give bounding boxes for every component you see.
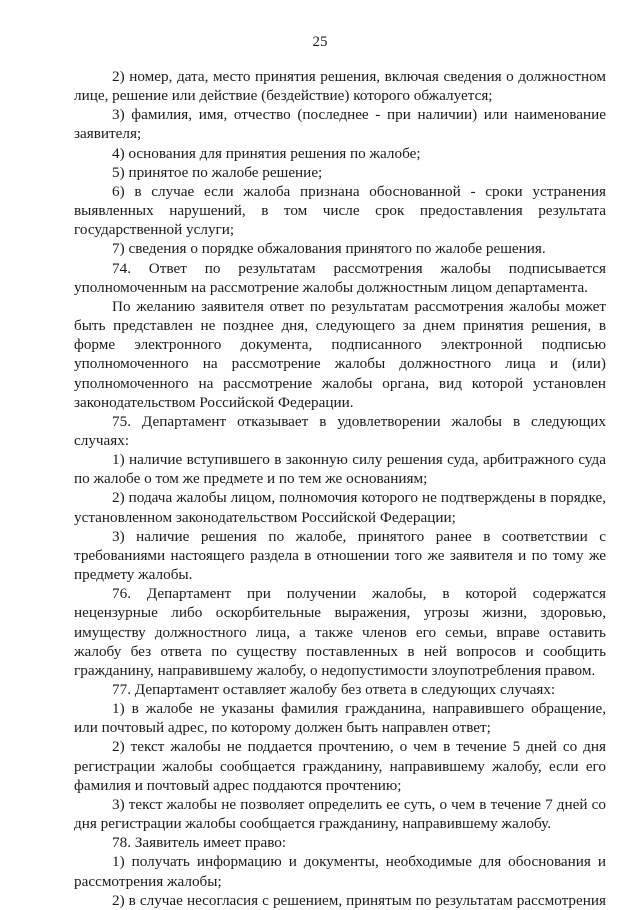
paragraph: 7) сведения о порядке обжалования принятого по жалобе решения. [112,240,546,258]
paragraph: 2) текст жалобы не поддается прочтению, о чем в течение 5 дней со дня регистрации жалобы сообщается гражданину, направившему жалобу, если его фамилия и почтовый адрес поддаются прочтению; [74,738,606,794]
paragraph: 3) текст жалобы не позволяет определить ее суть, о чем в течение 7 дней со дня регистрации жалобы сообщается гражданину, направившему жалобу. [74,795,606,833]
paragraph: 77. Департамент оставляет жалобу без ответа в следующих случаях: [112,681,556,698]
paragraph: 2) номер, дата, место принятия решения, включая сведения о должностном лице, решение или действие (бездействие) которого обжалуется; [74,68,606,105]
paragraph: 3) фамилия, имя, отчество (последнее - при наличии) или наименование заявителя; [74,106,606,143]
paragraph: 75. Департамент отказывает в удовлетворении жалобы в следующих случаях: [74,412,606,449]
paragraph: 5) принятое по жалобе решение; [112,163,323,181]
document-body [74,67,606,910]
paragraph: 3) наличие решения по жалобе, принятого ранее в соответствии с требованиями настоящего раздела в отношении того же заявителя и по тому же предмету жалобы. [74,527,606,584]
paragraph: 74. Ответ по результатам рассмотрения жалобы подписывается уполномоченным на рассмотрение жалобы должностным лицом департамента. [74,259,606,296]
paragraph: 78. Заявитель имеет право: [112,834,287,852]
paragraph: 76. Департамент при получении жалобы, в которой содержатся нецензурные либо оскорбительные выражения, угрозы жизни, здоровью, имуществу должностного лица, а также членов его семьи, вправе оставить жалобу без ответа по существу поставленных в ней вопросов и сообщить гражданину, направившему жалобу, о недопустимости злоупотребления правом. [74,585,606,679]
paragraph: 1) наличие вступившего в законную силу решения суда, арбитражного суда по жалобе о том же предмете и по тем же основаниям; [74,451,606,488]
paragraph: 1) в жалобе не указаны фамилия гражданина, направившего обращение, или почтовый адрес, по которому должен быть направлен ответ; [74,700,606,737]
page-number: 25 [312,34,328,50]
paragraph: 4) основания для принятия решения по жалобе; [112,144,421,162]
paragraph: 1) получать информацию и документы, необходимые для обоснования и рассмотрения жалобы; [74,853,606,890]
paragraph: 2) подача жалобы лицом, полномочия которого не подтверждены в порядке, установленном законодательством Российской Федерации; [74,489,606,526]
paragraph: По желанию заявителя ответ по результатам рассмотрения жалобы может быть представлен не позднее дня, следующего за днем принятия решения, в форме электронного документа, подписанного электронной подписью уполномоченного на рассмотрение жалобы должностного лица и (или) уполномоченного на рассмотрение жалобы органа, вид которой установлен законодательством Российской Федерации. [74,297,606,411]
paragraph: 6) в случае если жалоба признана обоснованной - сроки устранения выявленных нарушений, в том числе срок предоставления результата государственной услуги; [74,182,606,239]
paragraph: 2) в случае несогласия с решением, принятым по результатам рассмотрения [112,891,606,909]
